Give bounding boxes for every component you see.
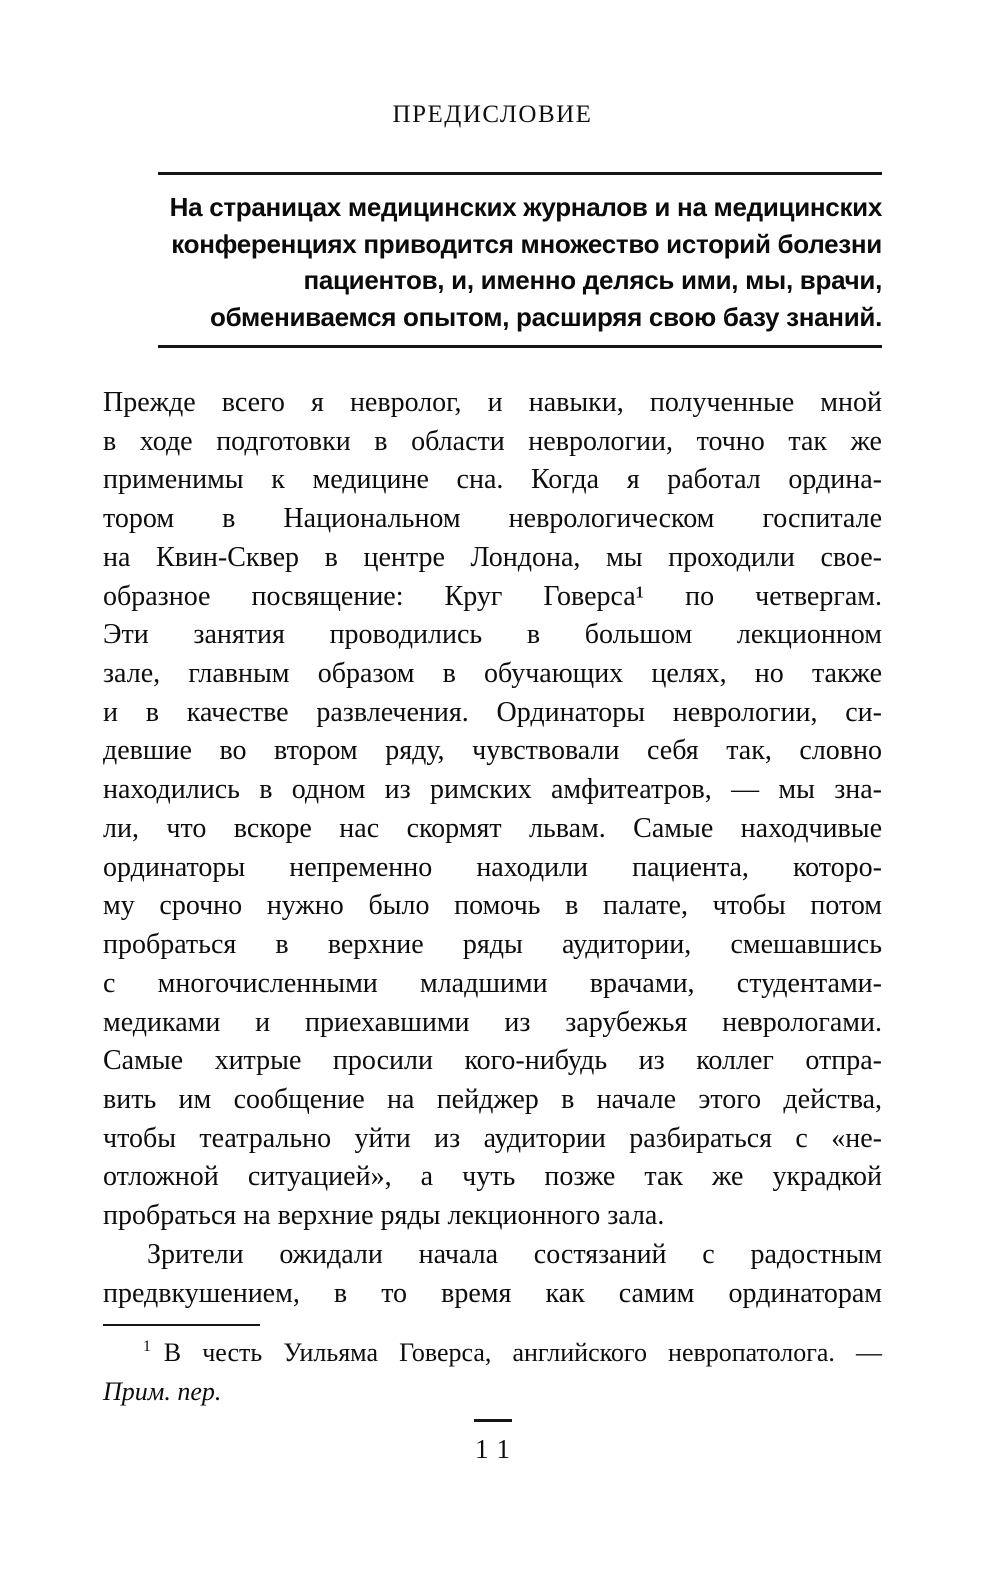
epigraph-rule-top [158,172,882,175]
body-line: Прежде всего я невролог, и навыки, полученные мной [103,387,882,418]
body-line: пробраться в верхние ряды аудитории, смешавшись [103,929,882,961]
body-line: медиками и приехавшими из зарубежья неврологами. [103,1006,882,1038]
footnote-marker: 1 [143,1338,151,1356]
body-line: образное посвящение: Круг Говерса¹ по четвергам. [103,580,882,612]
footnote-line [103,1334,882,1373]
body-line: и в качестве развлечения. Ординаторы неврологии, си- [103,696,882,728]
page-number: 11 [475,1434,519,1464]
epigraph-line [158,262,882,299]
body-line: пробраться на верхние ряды лекционного зала. [103,1200,665,1232]
footnote-divider [103,1324,260,1326]
body-line: чтобы театрально уйти из аудитории разбираться с «не- [103,1122,882,1154]
epigraph [158,189,882,335]
epigraph-rule-bottom [158,345,882,348]
epigraph-line-text: конференциях приводится множество историй болезни [171,228,882,259]
body-line: девшие во втором ряду, чувствовали себя так, словно [103,735,882,767]
body-line: ординаторы непременно находили пациента, которо- [103,851,882,883]
body-line: му срочно нужно было помочь в палате, чтобы потом [103,890,882,922]
body-line: Самые хитрые просили кого-нибудь из коллег отпра- [103,1045,882,1077]
body-line: применимы к медицине сна. Когда я работал ордина- [103,464,882,496]
epigraph-line [158,226,882,263]
body-line: Зрители ожидали начала состязаний с радостным [147,1238,882,1270]
body-line: вить им сообщение на пейджер в начале этого действа, [103,1083,882,1115]
footnote-text: В честь Уильяма Говерса, английского невропатолога. — [163,1338,882,1367]
epigraph-line-text: пациентов, и, именно делясь ими, мы, врачи, [303,265,882,296]
body-line: отложной ситуацией», а чуть позже так же украдкой [103,1161,882,1193]
body-line: тором в Национальном неврологическом госпитале [103,503,882,535]
epigraph-line [158,299,882,336]
body-line: Эти занятия проводились в большом лекционном [103,619,882,651]
epigraph-line-text: На страницах медицинских журналов и на медицинских [169,192,882,222]
footnote [103,1334,882,1411]
body-line: в ходе подготовки в области неврологии, точно так же [103,425,882,457]
body-line: ли, что вскоре нас скормят львам. Самые находчивые [103,812,882,844]
body-text [103,384,882,1313]
body-line: зале, главным образом в обучающих целях, но также [103,658,882,690]
body-line: на Квин-Сквер в центре Лондона, мы проходили свое- [103,541,882,573]
epigraph-line [158,189,882,226]
footnote-source: Прим. пер. [103,1376,222,1406]
body-line: с многочисленными младшими врачами, студентами- [103,967,882,999]
page-footer [103,1419,882,1465]
body-line: находились в одном из римских амфитеатров, — мы зна- [103,774,882,806]
page-number-dash [474,1419,512,1422]
chapter-title: ПРЕДИСЛОВИЕ [392,101,593,128]
epigraph-line-text: обмениваемся опытом, расширяя свою базу знаний. [210,301,882,332]
body-line: предвкушением, в то время как самим ординаторам [103,1277,882,1309]
